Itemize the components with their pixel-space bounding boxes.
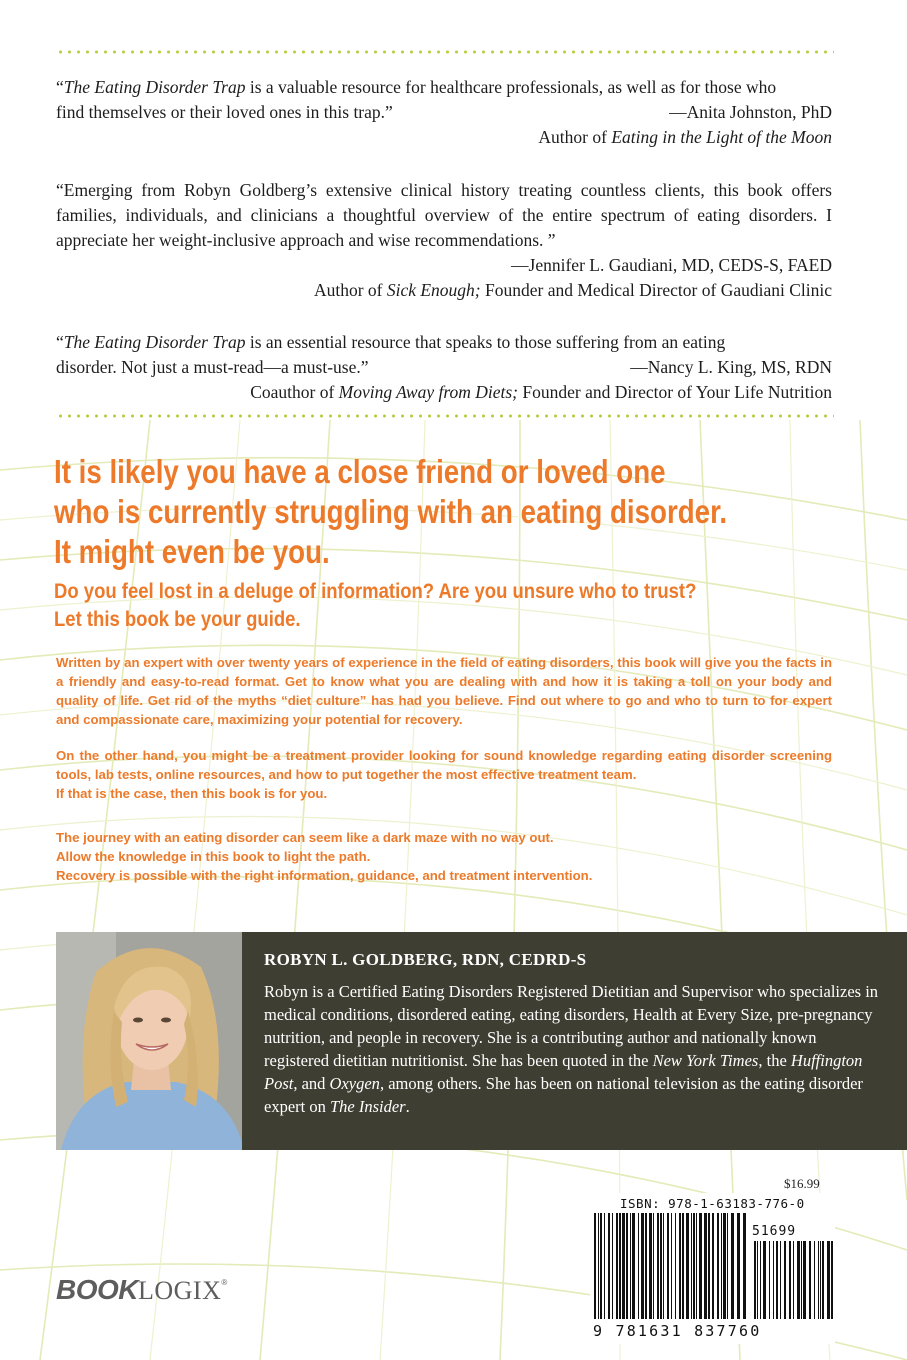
description-paragraph-1: Written by an expert with over twenty years of experience in the field of eating disorders, this book will give you the facts in a friendly and easy-to-read format. Get to know what you are dealing with and how it is taking a toll on your body and quality of life. Get rid of the myths “diet culture” has had you believe. Find out where to go and who to turn to for expert and compassionate care, maximizing your potential for recovery.	[56, 655, 832, 727]
quote-attribution: —Jennifer L. Gaudiani, MD, CEDS-S, FAED	[511, 255, 832, 275]
barcode-bar	[622, 1213, 625, 1319]
barcode-bar	[657, 1213, 659, 1319]
author-bio-text: Robyn is a Certified Eating Disorders Registered Dietitian and Supervisor who specializes in medical conditions, disordered eating, eating disorders, Health at Every Size, pre-pregnancy nutrition, and people in recovery. She is a contributing author and nationally known registered dietitian nutritionist. She has been quoted in the New York Times, the Huffington Post, and Oxygen, among others. She has been on national television as the eating disorder expert on The Insider.	[264, 982, 879, 1116]
barcode-bar	[663, 1213, 664, 1319]
barcode-bar	[667, 1213, 669, 1319]
endorsement-quote-3	[56, 330, 832, 405]
barcode-addon-bar	[789, 1241, 791, 1319]
price-label: $16.99	[784, 1176, 820, 1191]
barcode-bar	[737, 1213, 740, 1319]
quote-author-role: Author of Sick Enough; Founder and Medical Director of Gaudiani Clinic	[313, 280, 832, 300]
quote-text: “Emerging from Robyn Goldberg’s extensive clinical history treating countless clients, this book offers families, individuals, and clinicians a thoughtful overview of the entire spectrum of eating disorders. I appreciate her weight-inclusive approach and wise recommendations. ”	[56, 180, 832, 250]
description-paragraph-2: On the other hand, you might be a treatment provider looking for sound knowledge regarding eating disorder screening tools, lab tests, online resources, and how to put together the most effective treatment team. If that is the case, then this book is for you.	[56, 748, 832, 801]
barcode-addon-bar	[820, 1241, 821, 1319]
quote-attribution: —Anita Johnston, PhD	[669, 102, 832, 122]
barcode-addon-bar	[776, 1241, 778, 1319]
barcode-addon-bar	[763, 1241, 766, 1319]
barcode-bar	[696, 1213, 697, 1319]
barcode-addon-bar	[769, 1241, 770, 1319]
barcode-bar	[731, 1213, 734, 1319]
barcode-addon-bar	[784, 1241, 786, 1319]
barcode-bar	[675, 1213, 676, 1319]
cover-headline: It is likely you have a close friend or loved one who is currently struggling with an eating disorder. It might even be you.	[54, 453, 728, 570]
barcode-addon-bar	[827, 1241, 830, 1319]
barcode-digits: 9 781631 837760	[593, 1322, 762, 1340]
barcode-addon-bar	[822, 1241, 824, 1319]
description-paragraph-3: The journey with an eating disorder can seem like a dark maze with no way out. Allow the knowledge in this book to light the path. Recovery is possible with the right information, guidance, and treatment intervention.	[56, 830, 593, 883]
dotted-divider-bottom	[56, 414, 834, 418]
barcode-addon-bar	[793, 1241, 794, 1319]
barcode-addon-bar	[760, 1241, 761, 1319]
barcode-addon-bar	[757, 1241, 758, 1319]
barcode-bar	[671, 1213, 672, 1319]
author-portrait-illustration	[56, 932, 242, 1150]
barcode-bar	[727, 1213, 728, 1319]
barcode-bar	[704, 1213, 707, 1319]
author-name: ROBYN L. GOLDBERG, RDN, CEDRD-S	[264, 950, 587, 969]
author-photo	[56, 932, 242, 1150]
isbn-barcode	[594, 1213, 834, 1321]
publisher-logo: BOOKLOGIX®	[56, 1274, 228, 1305]
barcode-bar	[630, 1213, 631, 1319]
quote-line: find themselves or their loved ones in this trap.” —Anita Johnston, PhD	[56, 100, 832, 125]
barcode-bar	[682, 1213, 684, 1319]
barcode-addon-bar	[754, 1241, 756, 1319]
barcode-bar	[712, 1213, 714, 1319]
barcode-bar	[717, 1213, 719, 1319]
barcode-bar	[641, 1213, 644, 1319]
quote-attribution: —Nancy L. King, MS, RDN	[630, 357, 832, 377]
barcode-addon-bar	[831, 1241, 833, 1319]
barcode-bar	[649, 1213, 652, 1319]
barcode-bar	[723, 1213, 726, 1319]
barcode-addon-bar	[809, 1241, 811, 1319]
barcode-bar	[693, 1213, 695, 1319]
barcode-bar	[619, 1213, 621, 1319]
barcode-bar	[691, 1213, 692, 1319]
barcode-bar	[598, 1213, 599, 1319]
barcode-bar	[721, 1213, 722, 1319]
dotted-divider-top	[56, 50, 834, 54]
barcode-bar	[612, 1213, 613, 1319]
barcode-bar	[604, 1213, 605, 1319]
barcode-addon-bar	[780, 1241, 781, 1319]
barcode-addon-bar	[814, 1241, 815, 1319]
barcode-bar	[679, 1213, 681, 1319]
quote-author-role: Author of Eating in the Light of the Moon	[538, 127, 832, 147]
barcode-addon-bar	[801, 1241, 802, 1319]
barcode-bar	[632, 1213, 635, 1319]
barcode-bar	[594, 1213, 596, 1319]
price-code: 51699	[752, 1224, 797, 1239]
barcode-addon-bar	[818, 1241, 819, 1319]
barcode-addon-bar	[797, 1241, 800, 1319]
barcode-bar	[645, 1213, 647, 1319]
quote-line: “The Eating Disorder Trap is an essential resource that speaks to those suffering from an eating	[56, 332, 726, 352]
barcode-bar	[708, 1213, 710, 1319]
barcode-bar	[660, 1213, 662, 1319]
endorsement-quote-2	[56, 178, 832, 303]
barcode-bar	[686, 1213, 689, 1319]
quote-line: “The Eating Disorder Trap is a valuable resource for healthcare professionals, as well as for those who	[56, 77, 777, 97]
barcode-bar	[608, 1213, 610, 1319]
barcode-bar	[743, 1213, 746, 1319]
cover-subheadline: Do you feel lost in a deluge of information? Are you unsure who to trust? Let this book be your guide.	[54, 579, 697, 631]
quote-author-role: Coauthor of Moving Away from Diets; Founder and Director of Your Life Nutrition	[250, 382, 832, 402]
barcode-bar	[699, 1213, 702, 1319]
barcode-bar	[616, 1213, 618, 1319]
barcode-addon-bar	[803, 1241, 806, 1319]
barcode-bar	[626, 1213, 628, 1319]
quote-line: disorder. Not just a must-read—a must-use.” —Nancy L. King, MS, RDN	[56, 355, 832, 380]
isbn-label: ISBN: 978-1-63183-776-0	[620, 1196, 805, 1211]
barcode-bar	[600, 1213, 602, 1319]
author-bio-section	[56, 932, 907, 1150]
barcode-bar	[638, 1213, 639, 1319]
barcode-addon-bar	[773, 1241, 774, 1319]
endorsement-quote-1	[56, 75, 832, 150]
barcode-bar	[653, 1213, 654, 1319]
